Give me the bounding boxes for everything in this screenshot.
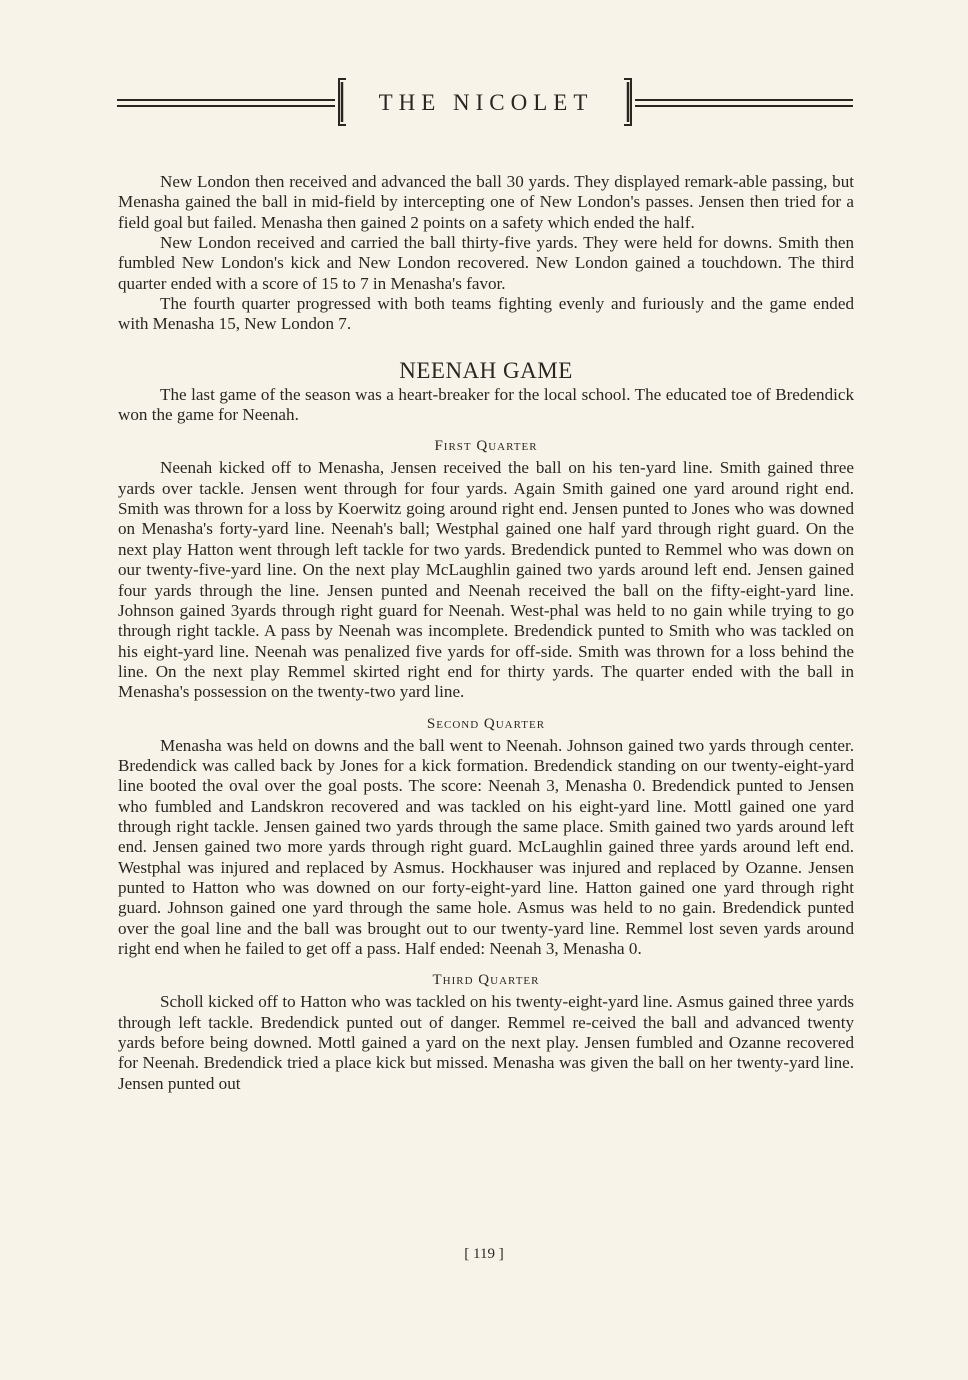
paragraph-neenah-intro: The last game of the season was a heart-breaker for the local school. The educated toe of Bredendick won the game for Neenah.: [118, 384, 854, 425]
right-bracket-ornament: [622, 78, 634, 126]
running-header: [117, 78, 853, 128]
header-rule-right: [635, 99, 853, 107]
paragraph-second-quarter: Menasha was held on downs and the ball went to Neenah. Johnson gained two yards through center. Bredendick was called back by Jones for a kick formation. Bredendick standing on our twenty-eight-yard line booted the oval over the goal posts. The score: Neenah 3, Menasha 0. Bredendick punted to Jensen who fumbled and Landskron recovered and was tackled on his eight-yard line. Mottl gained one yard through right tackle. Jensen gained two yards through the same place. Smith gained two yards around left end. Jensen gained two more yards through right guard. McLaughlin gained three yards around left end. Westphal was injured and replaced by Asmus. Hockhauser was injured and replaced by Ozanne. Jensen punted to Hatton who was downed on our forty-eight-yard line. Hatton gained one yard through right guard. Johnson gained one yard through the same hole. Asmus was held to no gain. Bredendick punted over the goal line and the ball was brought out to our twenty-yard line. Remmel lost seven yards around right end when he failed to get off a pass. Half ended: Neenah 3, Menasha 0.: [118, 735, 854, 958]
paragraph-new-london-2: New London received and carried the ball thirty-five yards. They were held for downs. Smith then fumbled New London's kick and New London recovered. New London gained a touchdown. The third quarter ended with a score of 15 to 7 in Menasha's favor.: [118, 233, 854, 293]
heading-second-quarter: Second Quarter: [426, 715, 546, 732]
paragraph-new-london-3: The fourth quarter progressed with both teams fighting evenly and furiously and the game ended with Menasha 15, New London 7.: [118, 294, 854, 334]
heading-third-quarter: Third Quarter: [432, 972, 540, 989]
paragraph-first-quarter: Neenah kicked off to Menasha, Jensen received the ball on his ten-yard line. Smith gained three yards over tackle. Jensen went through for four yards. Again Smith gained one yard around right end. Smith was thrown for a loss by Koerwitz going around right end. Jensen punted to Jones who was downed on Menasha's forty-yard line. Neenah's ball; Westphal gained one half yard through right guard. On the next play Hatton went through left tackle for two yards. Bredendick punted to Remmel who was down on our twenty-five-yard line. On the next play McLaughlin gained two yards around left end. Jensen gained four yards through the line. Jensen punted and Neenah received the ball on the fifty-eight-yard line. Johnson gained 3yards through right guard for Neenah. West-phal was held to no gain while trying to go through right tackle. A pass by Neenah was incomplete. Bredendick punted to Smith who was tackled on his eight-yard line. Neenah was penalized five yards for off-side. Smith was thrown for a loss behind the line. On the next play Remmel skirted right end for thirty yards. The quarter ended with the ball in Menasha's possession on the twenty-two yard line.: [118, 458, 854, 702]
left-bracket-ornament: [336, 78, 348, 126]
header-title: THE NICOLET: [378, 90, 594, 115]
section-title-neenah-game: NEENAH GAME: [399, 357, 573, 383]
page-number: [ 119 ]: [464, 1246, 504, 1262]
header-rule-left: [117, 99, 335, 107]
paragraph-new-london-1: New London then received and advanced the ball 30 yards. They displayed remark-able passing, but Menasha gained the ball in mid-field by intercepting one of New London's passes. Jensen then tried for a field goal but failed. Menasha then gained 2 points on a safety which ended the half.: [118, 172, 854, 232]
paragraph-third-quarter: Scholl kicked off to Hatton who was tackled on his twenty-eight-yard line. Asmus gained three yards through left tackle. Bredendick punted out of danger. Remmel re-ceived the ball and advanced twenty yards before being downed. Mottl gained a yard on the next play. Jensen fumbled and Ozanne recovered for Neenah. Bredendick tried a place kick but missed. Menasha was given the ball on her twenty-yard line. Jensen punted out: [118, 992, 854, 1093]
article-body: [118, 172, 854, 1094]
heading-first-quarter: First Quarter: [434, 438, 538, 455]
